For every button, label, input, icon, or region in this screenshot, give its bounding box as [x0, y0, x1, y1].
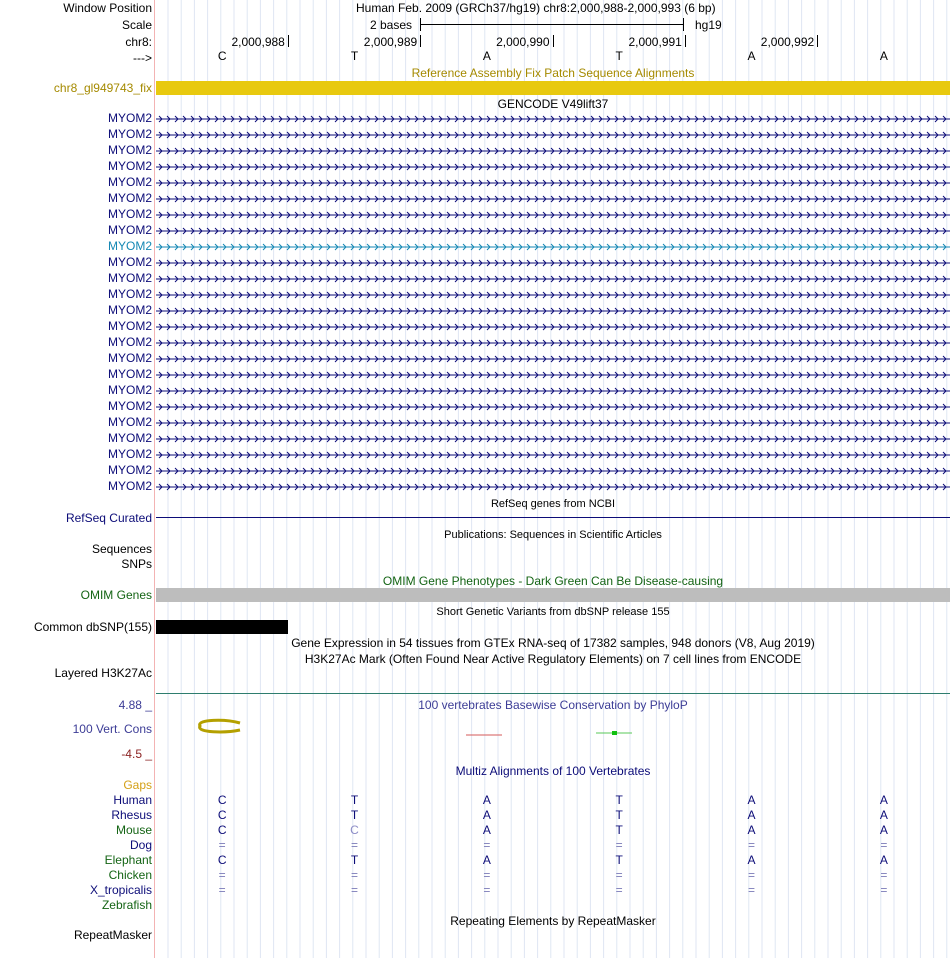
- gencode-transcript[interactable]: [156, 370, 950, 380]
- gencode-gene-label[interactable]: MYOM2: [107, 335, 152, 349]
- multiz-base: =: [615, 868, 623, 882]
- gencode-transcript[interactable]: [156, 466, 950, 476]
- multiz-base: A: [879, 823, 888, 837]
- gencode-gene-label[interactable]: MYOM2: [107, 127, 152, 141]
- gencode-transcript[interactable]: [156, 482, 950, 492]
- multiz-title[interactable]: Multiz Alignments of 100 Vertebrates: [455, 764, 651, 778]
- multiz-base: T: [615, 823, 623, 837]
- multiz-base: =: [483, 868, 491, 882]
- omim-title[interactable]: OMIM Gene Phenotypes - Dark Green Can Be Disease-causing: [382, 574, 724, 588]
- gencode-gene-label[interactable]: MYOM2: [107, 351, 152, 365]
- gencode-transcript[interactable]: [156, 226, 950, 236]
- h3k27ac-label[interactable]: Layered H3K27Ac: [54, 666, 152, 680]
- multiz-base: T: [350, 853, 359, 867]
- chrom-label: chr8:: [125, 35, 152, 49]
- window-position-value: Human Feb. 2009 (GRCh37/hg19) chr8:2,000,988-2,000,993 (6 bp): [356, 1, 716, 15]
- phylop-max-label: 4.88 _: [118, 698, 152, 712]
- multiz-base: =: [747, 868, 755, 882]
- gencode-gene-label[interactable]: MYOM2: [107, 175, 152, 189]
- gencode-transcript[interactable]: [156, 242, 950, 252]
- window-position-label: Window Position: [63, 1, 152, 15]
- phylop-signal-t-peak: [612, 731, 617, 735]
- gencode-gene-label[interactable]: MYOM2: [107, 303, 152, 317]
- multiz-base: A: [747, 793, 756, 807]
- gencode-gene-label[interactable]: MYOM2: [107, 463, 152, 477]
- multiz-species-label[interactable]: X_tropicalis: [89, 883, 152, 897]
- gencode-transcript[interactable]: [156, 290, 950, 300]
- multiz-base: =: [350, 883, 358, 897]
- ruler-tick: [817, 35, 818, 47]
- gencode-transcript[interactable]: [156, 146, 950, 156]
- omim-label[interactable]: OMIM Genes: [80, 588, 152, 602]
- multiz-species-label[interactable]: Human: [113, 793, 152, 807]
- ruler-tick: [288, 35, 289, 47]
- strand-label: --->: [133, 51, 152, 65]
- ruler-position-label: 2,000,988: [231, 35, 285, 49]
- reference-base: T: [615, 49, 623, 63]
- multiz-base: A: [482, 853, 491, 867]
- multiz-base: =: [218, 883, 226, 897]
- fix-patch-title[interactable]: Reference Assembly Fix Patch Sequence Alignments: [411, 66, 695, 80]
- multiz-base: T: [615, 808, 623, 822]
- multiz-base: T: [615, 853, 623, 867]
- refseq-title[interactable]: RefSeq genes from NCBI: [490, 498, 616, 510]
- multiz-base: A: [747, 823, 756, 837]
- gencode-transcript[interactable]: [156, 162, 950, 172]
- multiz-species-label[interactable]: Zebrafish: [101, 898, 152, 912]
- multiz-base: A: [879, 808, 888, 822]
- multiz-base: =: [615, 883, 623, 897]
- dbsnp-label[interactable]: Common dbSNP(155): [33, 620, 152, 634]
- ruler-position-label: 2,000,991: [628, 35, 682, 49]
- reference-base: T: [350, 49, 359, 63]
- ruler-tick: [553, 35, 554, 47]
- h3k27ac-title[interactable]: H3K27Ac Mark (Often Found Near Active Regulatory Elements) on 7 cell lines from ENCODE: [304, 652, 802, 666]
- multiz-base: =: [218, 838, 226, 852]
- reference-base: A: [747, 49, 756, 63]
- multiz-base: C: [217, 853, 227, 867]
- gencode-gene-label[interactable]: MYOM2: [107, 111, 152, 125]
- gencode-transcript[interactable]: [156, 418, 950, 428]
- multiz-base: =: [880, 868, 888, 882]
- multiz-base: =: [218, 868, 226, 882]
- gencode-gene-label[interactable]: MYOM2: [107, 479, 152, 493]
- fix-patch-label[interactable]: chr8_gl949743_fix: [53, 81, 152, 95]
- gencode-transcript[interactable]: [156, 338, 950, 348]
- scale-value: 2 bases: [370, 18, 413, 32]
- gencode-transcript[interactable]: [156, 354, 950, 364]
- gencode-gene-label[interactable]: MYOM2: [107, 447, 152, 461]
- scale-assembly: hg19: [695, 18, 722, 32]
- dbsnp-variant-block[interactable]: [156, 620, 288, 634]
- reference-base: A: [879, 49, 888, 63]
- multiz-base: C: [350, 823, 359, 837]
- multiz-base: T: [350, 793, 359, 807]
- phylop-min-label: -4.5 _: [121, 747, 152, 761]
- gencode-transcript[interactable]: [156, 274, 950, 284]
- gencode-gene-label[interactable]: MYOM2: [107, 191, 152, 205]
- gencode-gene-label[interactable]: MYOM2: [107, 255, 152, 269]
- multiz-base: A: [482, 823, 491, 837]
- multiz-base: =: [483, 838, 491, 852]
- repeatmasker-title[interactable]: Repeating Elements by RepeatMasker: [450, 914, 656, 928]
- h3k27ac-baseline: [156, 693, 950, 694]
- phylop-plot: [156, 714, 950, 744]
- multiz-base: C: [217, 808, 227, 822]
- gencode-transcript[interactable]: [156, 194, 950, 204]
- gencode-transcript[interactable]: [156, 434, 950, 444]
- gencode-gene-label[interactable]: MYOM2: [107, 287, 152, 301]
- gencode-transcript[interactable]: [156, 130, 950, 140]
- gaps-label[interactable]: Gaps: [123, 778, 152, 792]
- refseq-label[interactable]: RefSeq Curated: [65, 511, 152, 525]
- multiz-base: T: [350, 808, 359, 822]
- refseq-gene-line[interactable]: [156, 517, 950, 518]
- gencode-transcript[interactable]: [156, 114, 950, 124]
- multiz-base: C: [217, 793, 227, 807]
- sequences-label[interactable]: Sequences: [91, 542, 152, 556]
- gencode-transcript[interactable]: [156, 386, 950, 396]
- phylop-label[interactable]: 100 Vert. Cons: [72, 722, 152, 736]
- label-column-separator: [154, 0, 155, 958]
- gencode-gene-label[interactable]: MYOM2: [107, 239, 152, 253]
- ruler-position-label: 2,000,989: [363, 35, 418, 49]
- snps-label[interactable]: SNPs: [121, 557, 152, 571]
- multiz-base: =: [747, 838, 755, 852]
- multiz-species-label[interactable]: Chicken: [108, 868, 152, 882]
- ruler-position-label: 2,000,992: [760, 35, 815, 49]
- ruler-tick: [420, 35, 421, 47]
- fix-patch-bar[interactable]: [156, 81, 950, 95]
- multiz-species-label[interactable]: Dog: [129, 838, 152, 852]
- multiz-base: =: [350, 868, 358, 882]
- multiz-base: C: [217, 823, 227, 837]
- multiz-base: A: [747, 808, 756, 822]
- reference-base: A: [482, 49, 491, 63]
- gencode-title[interactable]: GENCODE V49lift37: [497, 97, 609, 111]
- base-grid: [156, 0, 950, 958]
- multiz-base: A: [747, 853, 756, 867]
- multiz-base: =: [350, 838, 358, 852]
- gencode-gene-label[interactable]: MYOM2: [107, 415, 152, 429]
- gencode-gene-label[interactable]: MYOM2: [107, 143, 152, 157]
- multiz-species-label[interactable]: Rhesus: [111, 808, 152, 822]
- multiz-base: T: [615, 793, 623, 807]
- gencode-transcript[interactable]: [156, 178, 950, 188]
- gencode-transcript[interactable]: [156, 210, 950, 220]
- multiz-base: =: [483, 883, 491, 897]
- gencode-transcript[interactable]: [156, 402, 950, 412]
- gencode-gene-label[interactable]: MYOM2: [107, 271, 152, 285]
- multiz-base: A: [879, 853, 888, 867]
- multiz-base: =: [615, 838, 623, 852]
- gencode-transcript[interactable]: [156, 450, 950, 460]
- gencode-gene-label[interactable]: MYOM2: [107, 159, 152, 173]
- publications-title[interactable]: Publications: Sequences in Scientific Articles: [444, 529, 662, 541]
- gencode-gene-label[interactable]: MYOM2: [107, 399, 152, 413]
- omim-bar[interactable]: [156, 588, 950, 602]
- gencode-transcript[interactable]: [156, 322, 950, 332]
- multiz-base: A: [879, 793, 888, 807]
- phylop-signal-c: [200, 720, 240, 732]
- phylop-title[interactable]: 100 vertebrates Basewise Conservation by PhyloP: [418, 698, 688, 712]
- multiz-base: =: [747, 883, 755, 897]
- gencode-gene-label[interactable]: MYOM2: [107, 207, 152, 221]
- multiz-base: =: [880, 883, 888, 897]
- ruler-tick: [685, 35, 686, 47]
- ruler-position-label: 2,000,990: [496, 35, 550, 49]
- multiz-base: A: [482, 793, 491, 807]
- gencode-transcript[interactable]: [156, 258, 950, 268]
- gencode-gene-label[interactable]: MYOM2: [107, 367, 152, 381]
- multiz-base: =: [880, 838, 888, 852]
- gencode-gene-label[interactable]: MYOM2: [107, 319, 152, 333]
- reference-base: C: [217, 49, 227, 63]
- multiz-base: A: [482, 808, 491, 822]
- multiz-species-label[interactable]: Elephant: [104, 853, 152, 867]
- gencode-transcript[interactable]: [156, 306, 950, 316]
- gencode-gene-label[interactable]: MYOM2: [107, 383, 152, 397]
- gencode-gene-label[interactable]: MYOM2: [107, 431, 152, 445]
- gencode-gene-label[interactable]: MYOM2: [107, 223, 152, 237]
- dbsnp-title[interactable]: Short Genetic Variants from dbSNP release 155: [436, 606, 670, 618]
- scale-bar: [420, 18, 684, 31]
- multiz-species-label[interactable]: Mouse: [115, 823, 152, 837]
- gtex-title[interactable]: Gene Expression in 54 tissues from GTEx RNA-seq of 17382 samples, 948 donors (V8, Aug 2019): [291, 636, 815, 650]
- repeatmasker-label[interactable]: RepeatMasker: [73, 928, 152, 942]
- scale-label: Scale: [121, 18, 152, 32]
